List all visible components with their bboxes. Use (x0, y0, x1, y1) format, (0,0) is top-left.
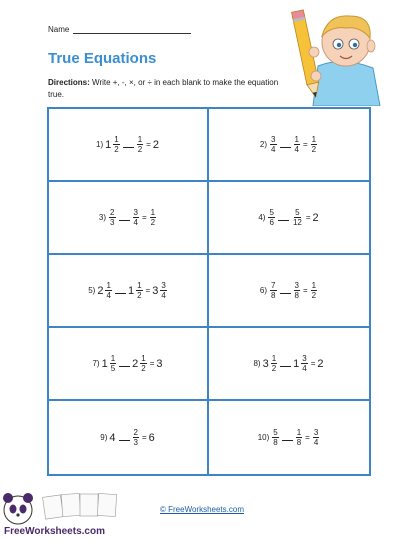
fraction (110, 354, 116, 373)
problem-number: 6) (259, 286, 268, 295)
whole-number: 1 (127, 284, 135, 297)
equals-sign: = (305, 213, 311, 222)
term (263, 354, 279, 373)
directions (48, 77, 294, 101)
problem-number: 1) (96, 140, 104, 149)
problem-cell-5 (49, 255, 209, 328)
equation (96, 135, 160, 154)
problem-cell-1 (49, 109, 209, 182)
equation (253, 354, 324, 373)
denominator: 2 (141, 364, 146, 373)
problem-cell-3 (49, 182, 209, 255)
whole-number: 4 (109, 431, 116, 444)
problem-cell-4 (209, 182, 369, 255)
numerator: 1 (294, 135, 299, 144)
fraction (294, 135, 300, 154)
denominator: 4 (313, 438, 319, 447)
operator-blank[interactable] (278, 214, 289, 221)
denominator: 4 (271, 145, 276, 154)
whole-number: 2 (317, 357, 324, 370)
term (310, 281, 318, 300)
directions-text: Write +, -, ×, or ÷ in each blank to make the equation true. (48, 78, 279, 99)
term (152, 281, 168, 300)
term (310, 135, 318, 154)
denominator: 5 (110, 364, 116, 373)
equation (258, 208, 319, 227)
equation (258, 428, 321, 447)
numerator: 1 (110, 354, 116, 363)
denominator: 4 (302, 364, 307, 373)
numerator: 2 (133, 428, 138, 437)
whole-number: 2 (152, 138, 159, 151)
numerator: 1 (296, 428, 302, 437)
term (293, 354, 309, 373)
fraction (160, 281, 166, 300)
equation (92, 354, 163, 373)
denominator: 4 (106, 291, 111, 300)
term (313, 212, 320, 224)
fraction (301, 354, 307, 373)
problem-number: 2) (259, 140, 268, 149)
numerator: 1 (150, 208, 156, 217)
numerator: 3 (271, 135, 276, 144)
numerator: 3 (313, 428, 319, 437)
operator-blank[interactable] (280, 360, 291, 367)
term (295, 428, 303, 447)
numerator: 3 (161, 281, 166, 290)
whole-number: 3 (156, 357, 163, 370)
problem-cell-10 (209, 401, 369, 474)
denominator: 2 (311, 291, 317, 300)
denominator: 2 (137, 291, 142, 300)
term (317, 358, 324, 370)
numerator: 3 (133, 208, 138, 217)
whole-number: 3 (262, 357, 269, 370)
whole-number: 1 (105, 138, 112, 151)
whole-number: 1 (293, 357, 300, 370)
term (267, 208, 275, 227)
fraction (294, 281, 300, 300)
fraction (270, 135, 276, 154)
numerator: 1 (137, 281, 142, 290)
denominator: 12 (292, 218, 302, 227)
fraction (292, 208, 303, 227)
denominator: 2 (150, 218, 156, 227)
term (109, 432, 116, 444)
whole-number: 2 (312, 211, 319, 224)
term (132, 208, 140, 227)
term (128, 281, 144, 300)
denominator: 2 (114, 145, 119, 154)
fraction (296, 428, 302, 447)
equals-sign: = (305, 433, 310, 442)
problem-number: 4) (258, 213, 266, 222)
operator-blank[interactable] (280, 141, 291, 148)
denominator: 3 (133, 438, 138, 447)
term (132, 428, 140, 447)
logo-text: FreeWorksheets.com (4, 526, 105, 537)
term (105, 135, 121, 154)
fraction (113, 135, 119, 154)
fraction (270, 281, 276, 300)
whole-number: 2 (132, 357, 139, 370)
problem-number: 8) (253, 359, 261, 368)
equation (100, 428, 156, 447)
equals-sign: = (145, 286, 151, 295)
numerator: 2 (110, 208, 115, 217)
equals-sign: = (146, 140, 151, 149)
term (269, 135, 277, 154)
denominator: 6 (269, 218, 274, 227)
numerator: 1 (311, 281, 317, 290)
operator-blank[interactable] (280, 287, 291, 294)
boy-with-pencil-illustration (288, 6, 398, 106)
numerator: 1 (114, 135, 119, 144)
operator-blank[interactable] (282, 434, 293, 441)
whole-number: 2 (97, 284, 104, 297)
numerator: 1 (106, 281, 111, 290)
problem-cell-9 (49, 401, 209, 474)
denominator: 8 (296, 438, 302, 447)
numerator: 1 (311, 135, 317, 144)
whole-number: 1 (101, 357, 108, 370)
footer-copyright-link[interactable]: © FreeWorksheets.com (160, 505, 244, 514)
equals-sign: = (141, 433, 147, 442)
operator-blank[interactable] (123, 141, 134, 148)
whole-number: 3 (152, 284, 159, 297)
denominator: 8 (294, 291, 299, 300)
fraction (311, 135, 317, 154)
denominator: 3 (110, 218, 115, 227)
equals-sign: = (302, 286, 308, 295)
term (108, 208, 116, 227)
term (271, 428, 279, 447)
worksheet-title: True Equations (48, 50, 157, 67)
numerator: 1 (271, 354, 277, 363)
problem-number: 5) (88, 286, 96, 295)
operator-blank[interactable] (115, 287, 126, 294)
fraction (272, 428, 278, 447)
term (97, 281, 113, 300)
fraction (268, 208, 274, 227)
name-input-line[interactable] (73, 25, 191, 34)
numerator: 3 (294, 281, 299, 290)
problem-number: 3) (98, 213, 107, 222)
fraction (311, 281, 317, 300)
equals-sign: = (149, 359, 155, 368)
operator-blank[interactable] (119, 360, 130, 367)
numerator: 7 (271, 281, 276, 290)
fraction (109, 208, 115, 227)
numerator: 5 (273, 428, 278, 437)
name-label: Name (48, 25, 70, 34)
term (149, 432, 156, 444)
operator-blank[interactable] (119, 434, 130, 441)
equals-sign: = (141, 213, 147, 222)
fraction (271, 354, 277, 373)
term (102, 354, 118, 373)
problem-cell-7 (49, 328, 209, 401)
problem-cell-6 (209, 255, 369, 328)
term (153, 139, 160, 151)
denominator: 4 (294, 145, 299, 154)
fraction (133, 208, 139, 227)
denominator: 8 (271, 291, 276, 300)
denominator: 2 (137, 145, 143, 154)
fraction (136, 281, 142, 300)
fraction (140, 354, 146, 373)
denominator: 4 (133, 218, 138, 227)
term (136, 135, 144, 154)
directions-label: Directions: (48, 78, 90, 87)
problem-number: 10) (257, 433, 270, 442)
problem-cell-2 (209, 109, 369, 182)
freeworksheets-logo (0, 486, 140, 539)
term (156, 358, 163, 370)
fraction (150, 208, 156, 227)
term (149, 208, 157, 227)
fraction (133, 428, 139, 447)
term (291, 208, 304, 227)
term (293, 281, 301, 300)
denominator: 4 (161, 291, 166, 300)
numerator: 1 (137, 135, 143, 144)
problem-number: 9) (100, 433, 108, 442)
denominator: 2 (311, 145, 317, 154)
numerator: 5 (269, 208, 274, 217)
problem-grid (47, 107, 371, 476)
whole-number: 6 (148, 431, 155, 444)
fraction (137, 135, 143, 154)
numerator: 5 (295, 208, 300, 217)
term (312, 428, 320, 447)
term (293, 135, 301, 154)
problem-number: 7) (92, 359, 100, 368)
operator-blank[interactable] (119, 214, 130, 221)
equation (260, 135, 318, 154)
denominator: 8 (273, 438, 278, 447)
denominator: 2 (271, 364, 277, 373)
fraction (313, 428, 319, 447)
equation (88, 281, 168, 300)
numerator: 3 (302, 354, 307, 363)
problem-cell-8 (209, 328, 369, 401)
numerator: 1 (141, 354, 146, 363)
equals-sign: = (310, 359, 316, 368)
equation (99, 208, 157, 227)
fraction (105, 281, 111, 300)
name-field-row (48, 25, 191, 34)
equation (260, 281, 318, 300)
term (269, 281, 277, 300)
equals-sign: = (302, 140, 308, 149)
term (132, 354, 148, 373)
